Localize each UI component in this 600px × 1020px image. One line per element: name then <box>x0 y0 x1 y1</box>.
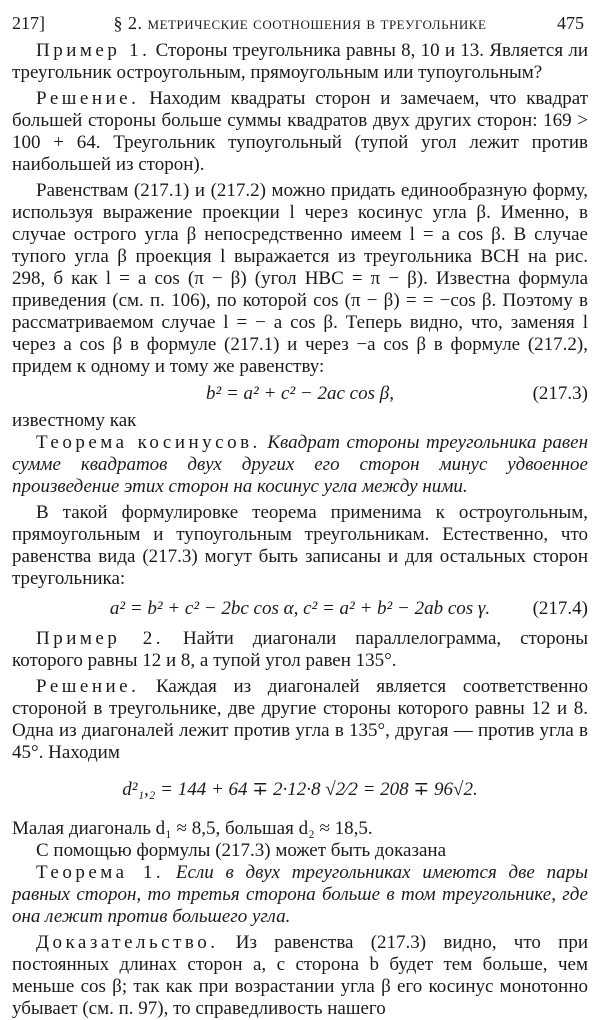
equation-217-3-formula: b² = a² + c² − 2ac cos β, <box>206 383 394 404</box>
solution-1-text: Находим квадраты сторон и замечаем, что квадрат большей стороны больше суммы квадратов двух других сторон: 169 > 100 + 64. Треугольник тупоугольный (тупой угол лежит против наибольшей из сторон). <box>12 88 588 175</box>
example-1-label: Пример 1. <box>36 40 151 61</box>
theorem-1 <box>12 862 588 928</box>
page-header <box>12 6 588 40</box>
equation-217-4 <box>12 590 588 628</box>
page-number: 475 <box>557 13 584 33</box>
equation-diagonals-formula: d²₁,₂ = 144 + 64 ∓ 2·12·8 √2⁄2 = 208 ∓ 96√2. <box>122 779 478 800</box>
law-of-cosines-label: Теорема косинусов. <box>36 432 261 453</box>
theorem-1-statement: Если в двух треугольниках имеются две пары равных сторон, то третья сторона больше в том треугольнике, где она лежит против большего угла. <box>12 862 588 927</box>
example-1-text: Стороны треугольника равны 8, 10 и 13. Является ли треугольник остроугольным, прямоугольным или тупоугольным? <box>12 40 588 83</box>
proof-label: Доказательство. <box>36 932 219 953</box>
known-as-text: известному как <box>12 410 137 431</box>
theorem-1-label: Теорема 1. <box>36 862 165 883</box>
book-page <box>12 6 588 1019</box>
solution-1 <box>12 88 588 176</box>
section-number: 217] <box>12 13 45 33</box>
proof <box>12 932 588 1020</box>
solution-2-text: Каждая из диагоналей является соответственно стороной в треугольнике, две другие стороны которого равны 12 и 8. Одна из диагоналей лежит против угла в 135°, другая — против угла в 45°. Находим <box>12 676 588 763</box>
diagonals-result: Малая диагональ d₁ ≈ 8,5, большая d₂ ≈ 18,5. <box>12 818 373 839</box>
paragraph-proven-by: С помощью формулы (217.3) может быть доказана <box>36 840 447 861</box>
equation-217-4-formula: a² = b² + c² − 2bc cos α, c² = a² + b² − 2ab cos γ. <box>109 598 491 619</box>
example-2-text: Найти диагонали параллелограмма, стороны которого равны 12 и 8, а тупой угол равен 135°. <box>12 628 588 671</box>
solution-2 <box>12 676 588 764</box>
equation-217-3 <box>12 378 588 410</box>
paragraph-applicability: В такой формулировке теорема применима к остроугольным, прямоугольным и тупоугольным треугольникам. Естественно, что равенства вида (217.3) могут быть записаны и для остальных сторон треугольника: <box>12 502 588 589</box>
running-title: § 2. метрические соотношения в треугольнике <box>113 13 487 33</box>
law-of-cosines-theorem <box>12 432 588 498</box>
proof-text: Из равенства (217.3) видно, что при постоянных длинах сторон a, c сторона b будет тем больше, чем меньше cos β; так как при возрастании угла β его косинус монотонно убывает (см. п. 97), то справедливость нашего <box>12 932 588 1019</box>
example-2 <box>12 628 588 672</box>
law-of-cosines-statement: Квадрат стороны треугольника равен сумме квадратов двух других его сторон минус удвоенное произведение этих сторон на косинус угла между ними. <box>12 432 588 497</box>
equation-217-3-number: (217.3) <box>532 383 588 404</box>
example-1 <box>12 40 588 84</box>
paragraph-projection: Равенствам (217.1) и (217.2) можно придать единообразную форму, используя выражение проекции l через косинус угла β. Именно, в случае острого угла β непосредственно имеем l = a cos β. В случае тупого угла β проекция l выражается из треугольника BCH на рис. 298, б как l = a cos (π − β) (угол HBC = π − β). Известна формула приведения (см. п. 106), по которой cos (π − β) = = −cos β. Поэтому в рассматриваемом случае l = − a cos β. Теперь видно, что, заменяя l через a cos β в формуле (217.1) и через −a cos β в формуле (217.2), придем к одному и тому же равенству: <box>12 180 588 377</box>
equation-diagonals <box>12 764 588 818</box>
solution-2-label: Решение. <box>36 676 140 697</box>
solution-1-label: Решение. <box>36 88 140 109</box>
equation-217-4-number: (217.4) <box>532 598 588 619</box>
page-body <box>12 40 588 1020</box>
example-2-label: Пример 2. <box>36 628 165 649</box>
